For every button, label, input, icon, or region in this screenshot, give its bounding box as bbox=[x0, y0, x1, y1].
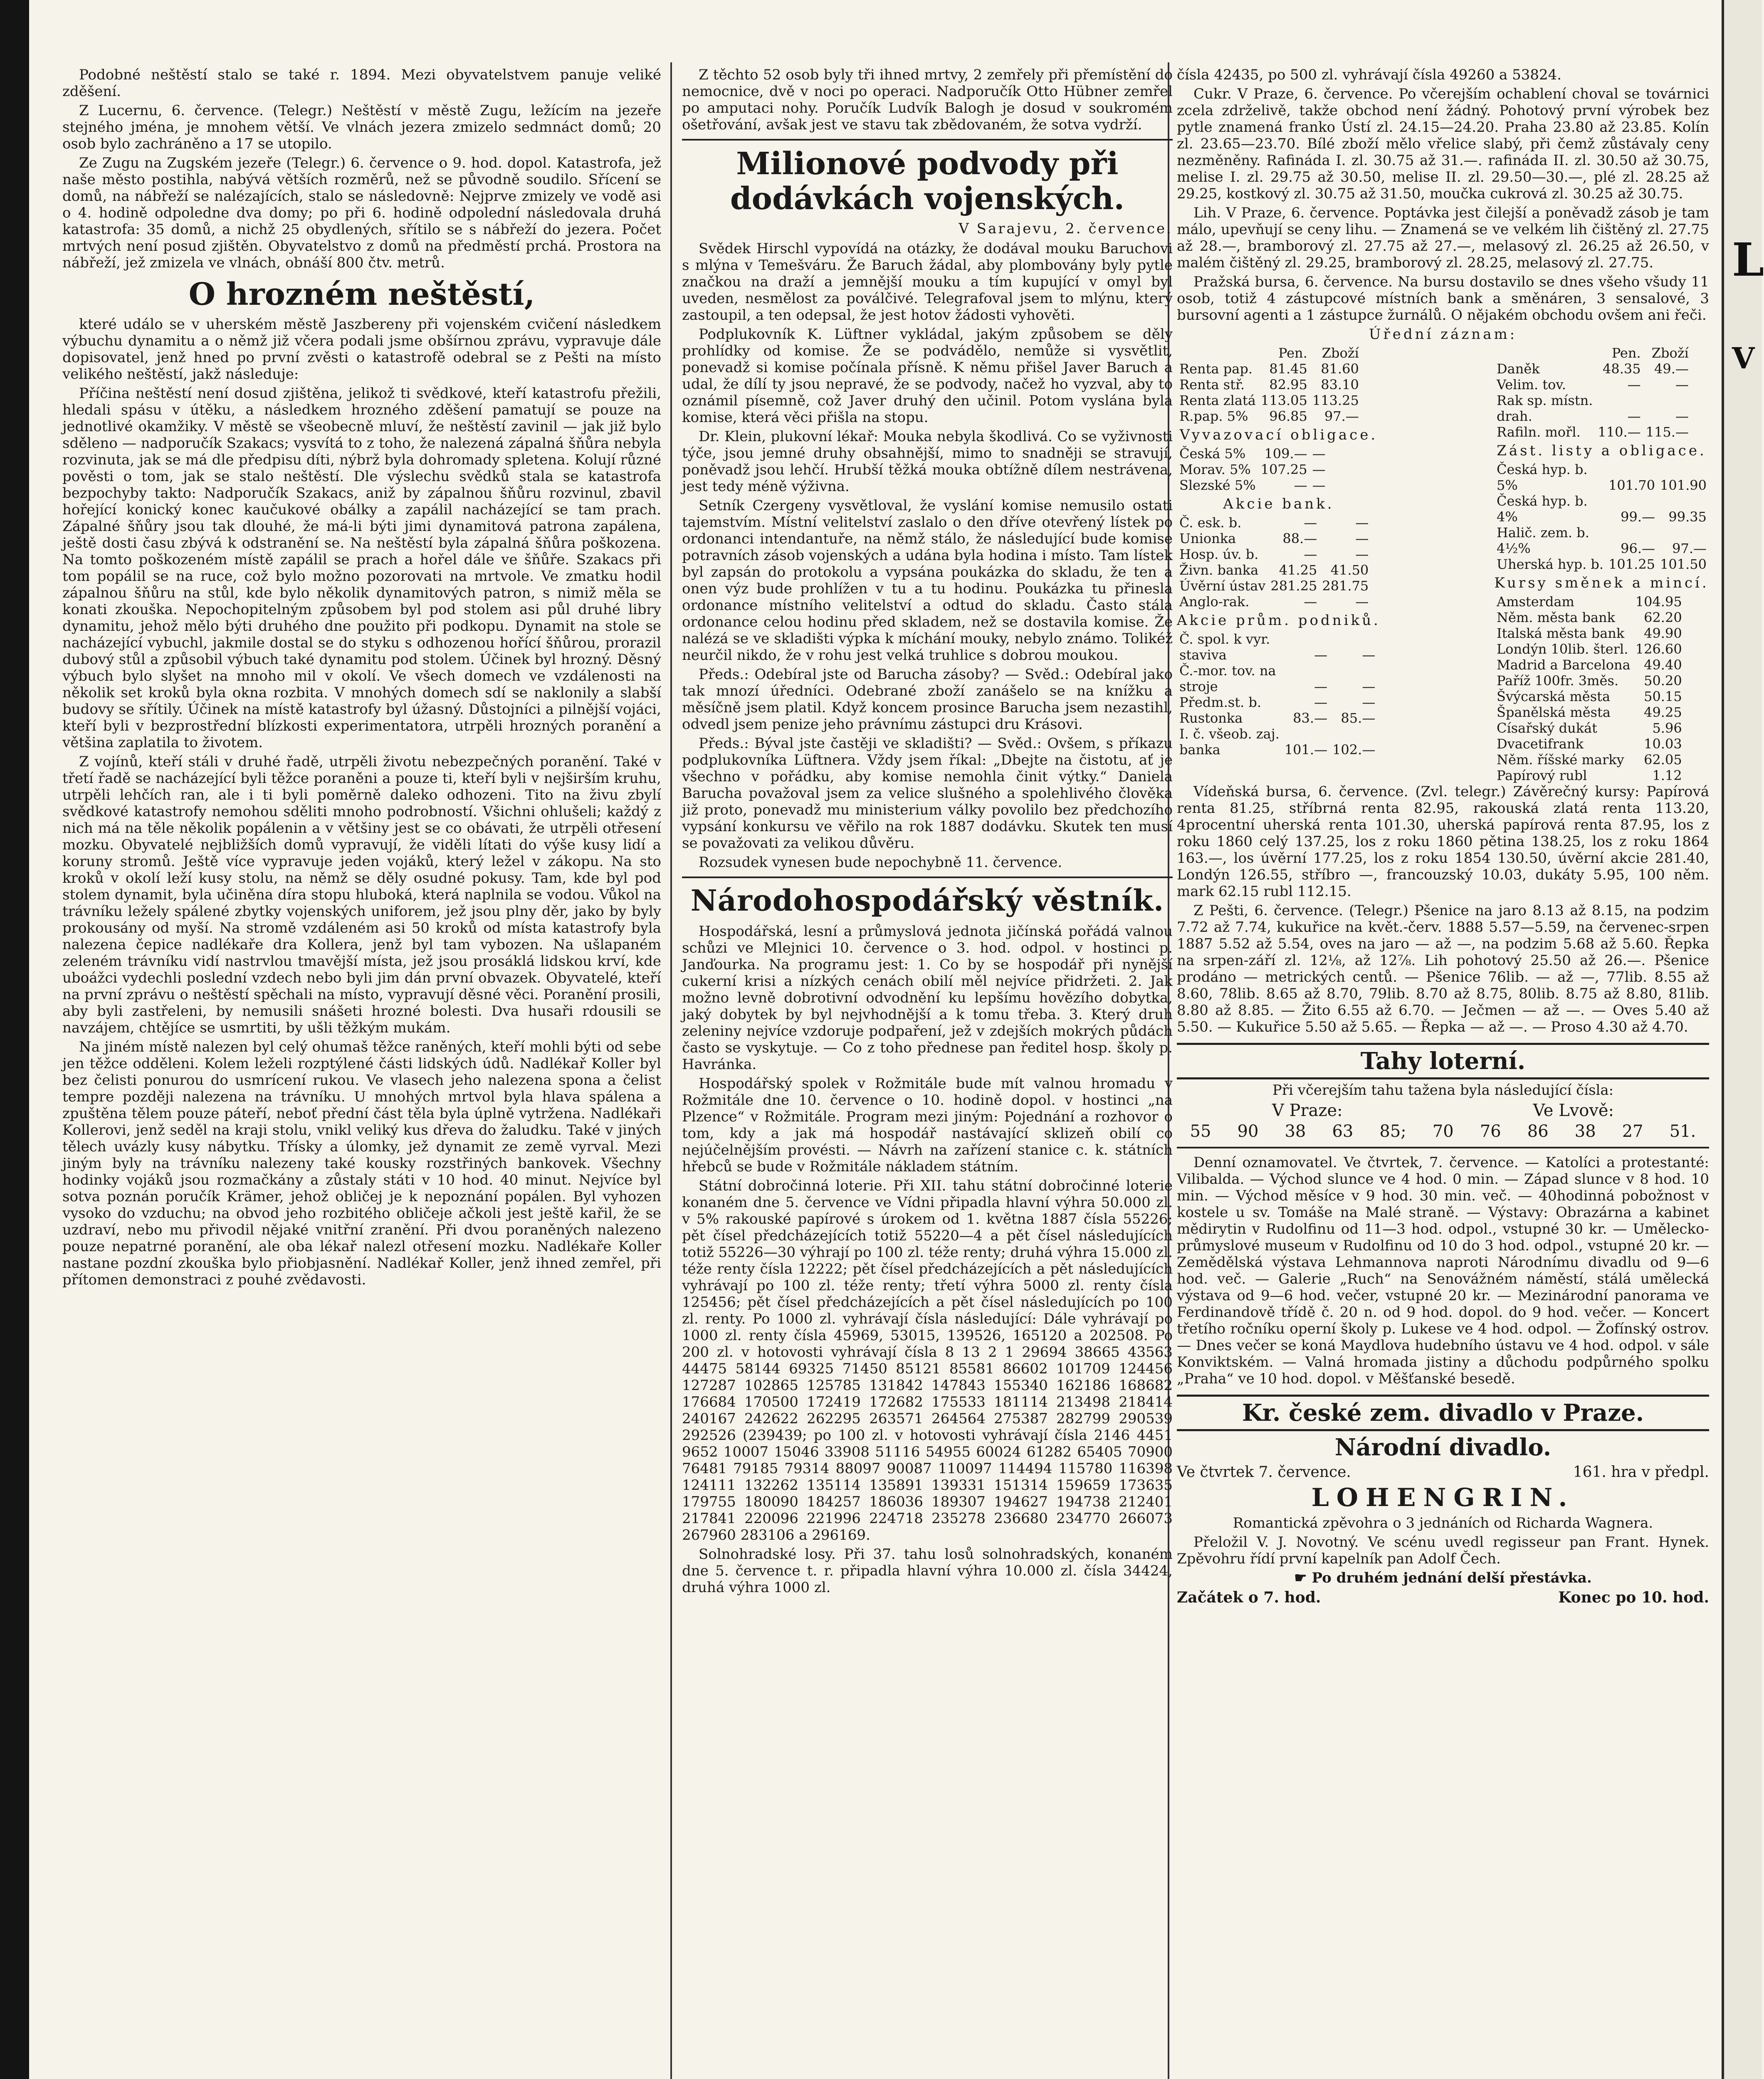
lottery-number: 85; bbox=[1379, 1122, 1406, 1141]
table-row: stroje — — bbox=[1179, 679, 1376, 694]
oblig-title: Vyvazovací obligace. bbox=[1179, 427, 1378, 443]
table-row: Halič. zem. b. bbox=[1497, 525, 1589, 541]
exchange-tables bbox=[1177, 345, 1709, 783]
theatre-date: Ve čtvrtek 7. července. bbox=[1177, 1464, 1351, 1481]
lottery-number: 86 bbox=[1527, 1122, 1549, 1141]
zast-title: Zást. listy a obligace. bbox=[1497, 442, 1707, 459]
market-paragraph: Vídeňská bursa, 6. července. (Zvl. telegr.) Závěrečný kursy: Papírová renta 81.25, stříbrná renta 82.95, rakouská zlatá renta 113.20, 4procentní uherská renta 101.30, uherská papírová renta 87.95, los z roku 1860 celý 137.25, los z roku 1860 pětina 138.25, los z roku 1864 163.—, los úvěrní 177.25, los z roku 1854 130.50, úvěrní akcie 281.40, Londýn 126.55, stříbro —, francouzský 10.03, dukáty 5.95, 100 něm. mark 62.15 rubl 112.15. bbox=[1177, 783, 1709, 900]
opera-credits: Přeložil V. J. Novotný. Ve scénu uvedl regisseur pan Frant. Hynek. Zpěvohru řídí první kapelník pan Adolf Čech. bbox=[1177, 1534, 1709, 1567]
table-row: 4% 99.— 99.35 bbox=[1497, 509, 1707, 525]
table-row: Italská města bank 49.90 bbox=[1497, 625, 1682, 641]
table-row: Slezské 5% — — bbox=[1179, 477, 1326, 493]
exchange-right bbox=[1494, 345, 1709, 783]
article-paragraph: Příčina neštěstí není dosud zjištěna, jelikož ti svědkové, kteří katastrofu přežili, hledali spásu v útěku, a následkem hrozného zděšení pamatují se pouze na jednotlivé okamžiky. V městě se všeobecně mluví, že neštěstí zavinil — jak již bylo sděleno — nadporučík Szakacs; vysvítá to z toho, že nalezená zápalná šňůra nebyla rozvinuta, jak se má dle předpisu díti, nýbrž byla dohromady spletena. Kolují různé pověsti o tom, jak se stalo neštěstí. Dle výslechu svědků stala se katastrofa bezpochyby takto: Nadporučík Szakacs, aniž by zápalnou šňůru rozvinul, zbavil hořející konický konec kaučukové obálky a zapálil nacházející se tam prach. Zápalné šňůry jsou tak dlouhé, že má-li býti jimi dynamitová patrona zapálena, ještě dosti času zbývá k odstranění se. Na neštěstí byla zápalná šňůra poškozena. Na tomto poškozeném místě zapálil se prach a hořel dále ve šňůře. Szakacs při tom popálil se na ruce, což bylo možno pozorovati na mrtvole. Ve zmatku hodil zápalnou šňůru na stůl, kde bylo několik dynamitových patron, s nimiž měla se konati zkouška. Nepochopitelným způsobem byl pod stolem asi půl druhé libry dynamitu, jehož mělo býti druhého dne použito při podkopu. Dynamit na stole se nacházející vybuchl, jakmile dostal se do styku s odhozenou hořící šňůrou, prorazil dubový stůl a způsobil výbuch také dynamitu pod stolem. Účinek byl hrozný. Děsný výbuch bylo slyšet na mnoho mil v okolí. Ve všech domech ve vzdálenosti na několik set kroků byla okna rozbita. V mnohých domech sdí se naklonily a slabší budovy se sřítily. Účinek na místě katastrofy byl úžasný. Důstojníci a pilnější vojáci, kteří byli v bezprostřední blízkosti experimentatora, utrpěli hrozných poranění a většina zaplatila to životem. bbox=[62, 385, 661, 751]
table-row: Česká hyp. b. bbox=[1497, 462, 1588, 477]
table-row: Rustonka 83.— 85.— bbox=[1179, 710, 1376, 726]
table-row: Císařský dukát 5.96 bbox=[1497, 720, 1682, 736]
article-paragraph: Předs.: Býval jste častěji ve skladišti? — Svěd.: Ovšem, s příkazu podplukovníka Lüftnera. Vždy jsem říkal: „Dbejte na čistotu, ať je všechno v pořádku, aby komise nemohla činit výtky.“ Daniela Barucha považoval jsem za velice slušného a spolehlivého člověka již proto, ponevadž mu ministerium války povolilo bez předchozího vypsání konkursu ve věřilo na rok 1887 dodávku. Skutek ten musí se považovati za velikou důvěru. bbox=[682, 735, 1173, 852]
edge-letter-top: L bbox=[1732, 233, 1764, 286]
scan-left-border bbox=[0, 0, 29, 2079]
column-3 bbox=[1177, 67, 1709, 1606]
table-row: 5% 101.70 101.90 bbox=[1497, 477, 1707, 493]
table-row: Amsterdam 104.95 bbox=[1497, 594, 1682, 610]
table-header: Pen. Zboží bbox=[1278, 345, 1359, 361]
exchange-left bbox=[1177, 345, 1381, 783]
intro-paragraph: Ze Zugu na Zugském jezeře (Telegr.) 6. července o 9. hod. dopol. Katastrofa, jež naše město postihla, nabývá větších rozměrů, než se původně soudilo. Sřícení se domů, na nábřeží se nalézajících, stalo se následovně: Nejprve zmizely ve vodě asi o 4. hodině odpoledne dva domy; po při 6. hodině odpolední následovala druhá katastrofa: 35 domů, a nichž 25 obydlených, sřítilo se s nábřeží do jezera. Počet mrtvých není posud zjištěn. Obyvatelstvo z domů na předměstí prchá. Prostora na nábřeží, jež zmizela ve vlnách, obnáší 800 čtv. metrů. bbox=[62, 155, 661, 271]
table-row: Španělská města 49.25 bbox=[1497, 704, 1682, 720]
table-row: staviva — — bbox=[1179, 647, 1376, 663]
market-paragraph: Cukr. V Praze, 6. července. Po včerejším ochablení choval se továrnici zcela zdrželivě, takže obchod není žádný. Pohotový první výrobek bez pytle znamená franko Ústí zl. 24.15—24.20. Praha 23.80 až 23.85. Kolín zl. 23.65—23.70. Bílé zboží mělo vřelice slabý, při čemž zůstávaly ceny nezměněny. Rafináda I. zl. 30.75 až 31.—. rafináda II. zl. 30.50 až 30.75, melise I. zl. 29.75 až 30.50, melise II. zl. 29.50—30.—, plé zl. 28.25 až 29.25, kostkový zl. 30.75 až 31.50, moučka cukrová zl. 30.25 až 30.75. bbox=[1177, 86, 1709, 202]
table-row: Madrid a Barcelona 49.40 bbox=[1497, 657, 1682, 673]
lottery-numbers bbox=[1177, 1122, 1709, 1141]
column-1 bbox=[62, 67, 661, 1291]
table-row: Něm. říšské marky 62.05 bbox=[1497, 752, 1682, 768]
lottery-cities bbox=[1177, 1101, 1709, 1120]
table-row: Rafiln. mořl. 110.— 115.— bbox=[1497, 424, 1689, 440]
intro-paragraph: Podobné neštěstí stalo se také r. 1894. Mezi obyvatelstvem panuje veliké zděšení. bbox=[62, 67, 661, 100]
table-row: R.pap. 5% 96.85 97.— bbox=[1179, 408, 1359, 424]
continuation-text: čísla 42435, po 500 zl. vyhrávají čísla 49260 a 53824. bbox=[1177, 67, 1562, 83]
article-paragraph: Na jiném místě nalezen byl celý ohumaš těžce raněných, kteří mohli býti od sebe jen těžce odděleni. Kolem leželi rozptýlené části lidských údů. Nadlékař Koller byl bez čelisti ponurou do usmrícení rukou. Ve vlasech jeho nalezena spona a čelist tempre později nalezena na trávníku. U mnohých mrtvol byla hlava spálena a zpuštěna tělem pouze páteří, neboť přední část těla byla úplně vytržena. Nadlékaři Kollerovi, jenž seděl na kraji stolu, vnikl veliký kus dřeva do žaludku. Také v jiných tělech uvázly kusy nábytku. Třísky a úlomky, jež dynamit ze země vyrval. Mezi jiným byly na trávníku nalezeny také kousky rozstřiných bankovek. Všechny hodinky vojáků jsou rozmačkány a zůstaly státi v 10 hod. 40 minut. Nejvíce byl sotva poznán poručík Krämer, jehož obličej je k nepoznání popálen. Byl vyhozen vysoko do vzduchu; na obvod jeho rozbitého obličeje ačkoli jest ještě kařil, že se uzdraví, nebo mu přivodil nějaké vnitřní zranění. Při dvou poraněných nalezeno pouze nepatrné poranění, ale oba lékař nalezl otřesení mozku. Nadlékaře Koller nastane pozdní zkouška bylo přiobjasnění. Nadlékař Koller, jenž ihned zemřel, při přítomen demonstraci z pouhé zvědavosti. bbox=[62, 1039, 661, 1288]
table-row: Něm. města bank 62.20 bbox=[1497, 610, 1682, 625]
table-row: Renta pap. 81.45 81.60 bbox=[1179, 361, 1359, 377]
table-row: drah. — — bbox=[1497, 408, 1689, 424]
podnik-title: Akcie prům. podniků. bbox=[1177, 612, 1381, 629]
dateline: V Sarajevu, 2. července. bbox=[959, 220, 1173, 237]
table-header: Pen. Zboží bbox=[1611, 345, 1689, 361]
table-row: I. č. všeob. zaj. bbox=[1179, 726, 1280, 742]
theatre-hra: 161. hra v předpl. bbox=[1573, 1464, 1709, 1481]
separator bbox=[1177, 1147, 1709, 1148]
column-rule-1 bbox=[670, 62, 672, 2079]
separator bbox=[682, 139, 1173, 141]
daily-announcer: Denní oznamovatel. Ve čtvrtek, 7. července. — Katolíci a protestanté: Vilibalda. — Východ slunce ve 4 hod. 0 min. — Západ slunce v 8 hod. 10 min. — Východ měsíce v 9 hod. 30 min. več. — 40hodinná pobožnost v kostele u sv. Tomáše na Malé straně. — Výstavy: Obrazárna a kabinet mědirytin v Rudolfinu od 11—3 hod. odpol., vstupné 30 kr. — Umělecko-průmyslové museum v Rudolfinu od 10 do 3 hod. odpol., vstupné 20 kr. — Zemědělská výstava Lehmannova naproti Národnímu divadlu od 9—6 hod. več. — Galerie „Ruch“ na Senovážném náměstí, stálá umělecká výstava od 9—6 hod. večer, vstupné 20 kr. — Mezinárodní panorama ve Ferdinandově třídě č. 20 n. od 9 hod. dopol. do 9 hod. večer. — Koncert třetího ročníku operní školy p. Lukese ve 4 hod. odpol. — Žofínský ostrov. — Dnes večer se koná Maydlova hudebního ústavu ve 4 hod. odpol. v sále Konviktském. — Valná hromada jistiny a důchodu podpůrného spolku „Praha“ ve 10 hod. dopol. v Měšťanské besedě. bbox=[1177, 1154, 1709, 1387]
article-paragraph: Svědek Hirschl vypovídá na otázky, že dodával mouku Baruchovi s mlýna v Temešváru. Že Baruch žádal, aby plombovány byly pytle značkou na draží a jemnější mouku a tím kupující v omyl byl uveden, nesmělost za poválčivé. Telegrafoval jsem to mlýnu, který zastoupil, a ten odepsal, že jest hotov žádosti vyhověti. bbox=[682, 240, 1173, 323]
table-row: Švýcarská města 50.15 bbox=[1497, 689, 1682, 704]
column-2 bbox=[682, 67, 1173, 1598]
table-row: Paříž 100fr. 3měs. 50.20 bbox=[1497, 673, 1682, 689]
lottery-number: 63 bbox=[1332, 1122, 1354, 1141]
zast-table bbox=[1494, 462, 1709, 572]
table-row: 4½% 96.— 97.— bbox=[1497, 541, 1707, 556]
table-row: Úvěrní ústav 281.25 281.75 bbox=[1179, 578, 1369, 594]
table-row: Anglo-rak. — — bbox=[1179, 594, 1369, 610]
economy-paragraph: Hospodářská, lesní a průmyslová jednota jičínská pořádá valnou schůzi ve Mlejnici 10. července o 3. hod. odpol. v hostinci p. Janďourka. Na programu jest: 1. Co by se hospodář při nynější cukerní krisi a nízkých cenách obilí měl nejvíce přidržeti. 2. Jak možno levně dobrotivní odvodnění ku lepšímu hovězího dobytka, jaký dobytek by byl nejvhodnější a k tomu třeba. 3. Který druh zeleniny nejvíce vzdoruje podpaření, jež v zdejších mokrých půdách často se vyskytuje. — Co z toho přednese pan ředitel hosp. školy p. Havránka. bbox=[682, 923, 1173, 1073]
intro-paragraph: Z těchto 52 osob byly tři ihned mrtvy, 2 zemřely při přemístění do nemocnice, dvě v noci po operaci. Nadporučík Otto Hübner zemřel po amputaci nohy. Poručík Ludvík Balogh je dosud v soukromém ošetřování, avšak jest ve stavu tak zbědovaném, že sotva vydrží. bbox=[682, 67, 1173, 133]
table-row: Živn. banka 41.25 41.50 bbox=[1179, 562, 1369, 578]
oblig-table bbox=[1177, 446, 1328, 493]
market-paragraph: Z Pešti, 6. července. (Telegr.) Pšenice na jaro 8.13 až 8.15, na podzim 7.72 až 7.74, kukuřice na květ.-červ. 1888 5.57—5.59, na červenec-srpen 1887 5.52 až 5.54, oves na jaro — až —, na podzim 5.68 až 5.60. Řepka na srpen-září zl. 12⅛, až 12⅞. Lih pohotový 25.50 až 26.—. Pšenice prodáno — metrických centů. — Pšenice 76lib. — až —, 77lib. 8.55 až 8.60, 78lib. 8.65 až 8.70, 79lib. 8.70 až 8.75, 80lib. 8.75 až 8.80, 81lib. 8.80 až 8.85. — Žito 6.55 až 6.70. — Ječmen — až —. — Oves 5.40 až 5.50. — Kukuřice 5.50 až 5.65. — Řepka — až —. — Proso 4.30 až 4.70. bbox=[1177, 902, 1709, 1035]
lottery-number: 76 bbox=[1480, 1122, 1501, 1141]
table-row: Velim. tov. — — bbox=[1497, 377, 1689, 393]
kursy-title: Kursy směnek a mincí. bbox=[1494, 575, 1709, 591]
interval-note: ☛ Po druhém jednání delší přestávka. bbox=[1294, 1570, 1592, 1586]
table-row: Rak sp. místn. bbox=[1497, 393, 1593, 408]
economy-paragraph: Státní dobročinná loterie. Při XII. tahu státní dobročinné loterie konaném dne 5. července ve Vídni připadla hlavní výhra 50.000 zl. v 5% rakouské papírové s úrokem od 1. května 1887 čísla 55226; pět čísel předcházejících totiž 55220—4 a pět čísel následujících totiž 55226—30 výhrají po 100 zl. téže renty; druhá výhra 15.000 zl. téže renty čísla 12222; pět čísel předcházejících a pět následujících vyhrávají po 100 zl. téže renty; třetí výhra 5000 zl. renty čísla 125456; pět čísel předcházejících a pět čísel následujících po 100 zl. renty. Po 1000 zl. vyhrávají čísla následující: Dále vyhrávají po 1000 zl. renty čísla 45969, 53015, 139526, 165120 a 202508. Po 200 zl. v hotovosti vyhrávají čísla 8 13 2 1 29694 38665 43563 44475 58144 69325 71450 85121 85581 86602 101709 124456 127287 102865 125785 131842 147843 155340 162186 168682 176684 170500 172419 172682 175533 181114 213498 218414 240167 242622 262295 263571 264564 275387 282799 290539 292526 (239439; po 100 zl. v hotovosti vyhrávají čísla 2146 4451 9652 10007 15046 33908 51116 54955 60024 61282 65405 70900 76481 79185 79314 88097 90087 110097 114494 115780 116398 124111 132262 135114 135891 139331 151314 159659 173635 179755 180090 184257 186036 189307 194627 194738 212401 217841 220096 221996 224718 235278 236680 234770 266073 267960 283106 a 296169. bbox=[682, 1178, 1173, 1543]
table-row: Předm.st. b. — — bbox=[1179, 694, 1376, 710]
article-paragraph: Z vojínů, kteří stáli v druhé řadě, utrpěli životu nebezpečných poranění. Také v třetí řadě se nacházející byli těžce poraněni a pouze ti, kteří byli v nejširším kruhu, utrpěli lehčích ran, ale i ti byli poměrně daleko odhozeni. Tito na živu zbylí svědkové katastrofy nemohou sděliti mnoho podrobností. Všichni ohlušeli; každý z nich má na těle několik popálenin a v většiny jest se co obávati, že utrpěli otřesení mozku. Obyvatelé nejbližších domů vypravují, že viděli lítati do výše kusy lidí a koruny stromů. Ještě více vypravuje jeden vojáků, který ležel v zákopu. Na sto kroků v okolí leží kusy stolu, na němž se děly osudné pokusy. Tam, kde byl pod stolem dynamit, byla učiněna díra stopu hluboká, která naplnila se vodou. Vůkol na trávníku ležely spálené zbytky vojenských uniforem, jež jsou plny děr, jako by byly prokousány od myší. Na stromě vzdáleném asi 50 kroků od místa katastrofy byla nalezena čepice nadlékaře dra Kollera, jenž byl tam vybozen. Na ušlapaném zeleném trávníku vidí nastrvlou tmavější místa, jež jsou prosáklá lidskou krví, kde uboážci vydechli poslední vzdech nebo byli jim dán první obvazek. Obyvatelé, kteří na první zprávu o neštěstí spěchali na místo, vypravují děsné věci. Poranění prosili, aby byli zastřeleni, by nemusili snášeti hrozné bolesti. Dva husaři rdousili se navzájem, chtějíce se usmrtiti, by ušli těžkým mukám. bbox=[62, 753, 661, 1036]
table-row: Dvacetifrank 10.03 bbox=[1497, 736, 1682, 752]
akcie-title: Akcie bank. bbox=[1223, 496, 1334, 512]
table-row: banka 101.— 102.— bbox=[1179, 742, 1376, 758]
table-row: Č. spol. k vyr. bbox=[1179, 631, 1270, 647]
lottery-number: 70 bbox=[1432, 1122, 1454, 1141]
theatre-name: Národní divadlo. bbox=[1334, 1434, 1552, 1461]
end-time: Konec po 10. hod. bbox=[1558, 1589, 1709, 1606]
table-row: Česká 5% 109.— — bbox=[1179, 446, 1326, 462]
table-row: Renta zlatá 113.05 113.25 bbox=[1179, 393, 1359, 408]
lottery-subtitle: Při včerejším tahu tažena byla následující čísla: bbox=[1272, 1082, 1614, 1099]
theatre-heading: Kr. české zem. divadlo v Praze. bbox=[1177, 1395, 1709, 1431]
economy-paragraph: Hospodářský spolek v Rožmitále bude mít valnou hromadu v Rožmitále dne 10. července o 10. hodině dopol. v hostinci „na Plzence“ v Rožmitále. Program mezi jiným: Pojednání a rozhovor o tom, kdy a jak má hospodář nastávající sklizeň obilí co nejúčelnějším provésti. — Návrh na zařízení stanice c. k. státních hřebců se bude v Rožmitále nákladem státním. bbox=[682, 1075, 1173, 1175]
rents-right-table bbox=[1494, 345, 1691, 440]
lottery-city-praha: V Praze: bbox=[1272, 1101, 1343, 1120]
lottery-city-lvov: Ve Lvově: bbox=[1533, 1101, 1614, 1120]
table-row: Česká hyp. b. bbox=[1497, 493, 1588, 509]
start-end-line bbox=[1177, 1589, 1709, 1606]
article-paragraph: Setník Czergeny vysvětloval, že vyslání komise nemusilo ostati tajemstvím. Místní velitelství zaslalo o den dříve otevřený lístek po ordonanci intendantuře, na němž stálo, že následující bude komise potravních zásob vojenských a udána byla hodina i místo. Tam lístek byl zapsán do protokolu a vypsána poukázka do skladu, že ten a onen výz bude prohlížen v tu a tu hodinu. Poukázka tu přinesla ordonance místního velitelství a odtud do skladu. Často stála ordonance celou hodinu před skladem, než se dostavila komise. Že nalézá se ve skladišti výpka k míchání mouky, nebylo známo. Tolikéž neurčil nikdo, že v rohu jest velká truhlice s dobrou moukou. bbox=[682, 497, 1173, 664]
table-row: Papírový rubl 1.12 bbox=[1497, 768, 1682, 783]
scan-right-edge bbox=[1722, 0, 1762, 2079]
theatre-date-line bbox=[1177, 1464, 1709, 1481]
podnik-table bbox=[1177, 631, 1378, 758]
section-heading-narodohospodarsky-vestnik: Národohospodářský věstník. bbox=[690, 883, 1164, 918]
lottery-number: 27 bbox=[1622, 1122, 1643, 1141]
separator bbox=[682, 877, 1173, 878]
article-heading-milionove-podvody: Milionové podvody při dodávkách vojenských. bbox=[730, 146, 1125, 217]
market-paragraph: Lih. V Praze, 6. července. Poptávka jest čilejší a poněvadž zásob je tam málo, upevňují se ceny lihu. — Znamená se ve velkém lih čištěný zl. 27.75 až 28.—, bramborový zl. 27.75 až 27.—, melasový zl. 26.25 až 26.50, v malém čištěný zl. 29.25, bramborový zl. 28.25, melasový zl. 27.75. bbox=[1177, 205, 1709, 271]
economy-paragraph: Solnohradské losy. Při 37. tahu losů solnohradských, konaném dne 5. července t. r. připadla hlavní výhra 10.000 zl. čísla 34424, druhá výhra 1000 zl. bbox=[682, 1546, 1173, 1596]
article-paragraph: Předs.: Odebíral jste od Barucha zásoby? — Svěd.: Odebíral jako tak mnozí úředníci. Odebrané zboží zanášelo se na knížku a měsíčně jsem platil. Když koncem prosince Barucha jsem nezastihl, odvedl jsem penize jeho právnímu zástupci dru Krásovi. bbox=[682, 666, 1173, 733]
article-paragraph: Rozsudek vynesen bude nepochybně 11. července. bbox=[699, 854, 1062, 871]
market-paragraph: Pražská bursa, 6. července. Na bursu dostavilo se dnes všeho všudy 11 osob, totiž 4 zástupcové místních bank a směnáren, 3 sensalové, 3 bursovní agenti a 1 zástupce žurnálů. O nějakém obchodu ovšem ani řeči. bbox=[1177, 274, 1709, 323]
table-row: Daněk 48.35 49.— bbox=[1497, 361, 1689, 377]
table-row: Renta stř. 82.95 83.10 bbox=[1179, 377, 1359, 393]
lottery-number: 38 bbox=[1285, 1122, 1306, 1141]
start-time: Začátek o 7. hod. bbox=[1177, 1589, 1321, 1606]
lottery-number: 51. bbox=[1669, 1122, 1696, 1141]
opera-description: Romantická zpěvohra o 3 jednáních od Richarda Wagnera. bbox=[1233, 1515, 1653, 1531]
lottery-number: 90 bbox=[1237, 1122, 1259, 1141]
table-row: Č.-mor. tov. na bbox=[1179, 663, 1276, 679]
lottery-number: 55 bbox=[1190, 1122, 1211, 1141]
kursy-table bbox=[1494, 594, 1685, 783]
article-paragraph: Dr. Klein, plukovní lékař: Mouka nebyla škodlivá. Co se vyživnosti týče, jsou jemné druhy obsahnější, mimo to snadněji se stravují, poněvadž jsou lehčí. Hrubší těžká mouka obtížně dílem nestrávena, jest tedy méně výživna. bbox=[682, 428, 1173, 495]
opera-title: LOHENGRIN. bbox=[1311, 1483, 1575, 1512]
table-row: Londýn 10lib. šterl. 126.60 bbox=[1497, 641, 1682, 657]
edge-letter-second: V bbox=[1732, 341, 1755, 375]
lottery-heading: Tahy loterní. bbox=[1177, 1043, 1709, 1079]
akcie-table bbox=[1177, 515, 1371, 610]
table-row: Č. esk. b. — — bbox=[1179, 515, 1369, 531]
intro-paragraph: Z Lucernu, 6. července. (Telegr.) Neštěstí v městě Zugu, ležícím na jezeře stejného jména, je mnohem větší. Ve vlnách jezera zmizelo sedmnáct domů; 20 osob bylo zachráněno a 17 se utopilo. bbox=[62, 102, 661, 152]
table-row: Unionka 88.— — bbox=[1179, 531, 1369, 546]
table-row: Morav. 5% 107.25 — bbox=[1179, 462, 1326, 477]
article-paragraph: Podplukovník K. Lüftner vykládal, jakým způsobem se děly prohlídky od komise. Že se podvádělo, nemůže si vysvětlit, ponevadž si komise počínala přísně. K němu přišel Javer Baruch a udal, že dílí ty jsou nepravé, že se podvody, načež ho vyzval, aby to oznámil písemně, což Javer druhý den učinil. Potom vyslána byla komise, která věci přišla na stopu. bbox=[682, 326, 1173, 426]
rents-table bbox=[1177, 345, 1361, 424]
table-row: Hosp. úv. b. — — bbox=[1179, 546, 1369, 562]
article-heading-hrozne-nestesti: O hrozném neštěstí, bbox=[188, 277, 535, 312]
table-row: Uherská hyp. b. 101.25 101.50 bbox=[1497, 556, 1707, 572]
official-list-title: Úřední záznam: bbox=[1369, 326, 1517, 343]
hand-pointer-icon: ☛ bbox=[1294, 1570, 1312, 1586]
article-paragraph: které událo se v uherském městě Jaszbereny při vojenském cvičení následkem výbuchu dynamitu a o němž již včera podali jsme obšírnou zprávu, vypravuje dále dopisovatel, jenž hned po první zvěsti o katastrofě odebral se z Pešti na místo velikého neštěstí, jakž následuje: bbox=[62, 316, 661, 383]
lottery-number: 38 bbox=[1574, 1122, 1596, 1141]
